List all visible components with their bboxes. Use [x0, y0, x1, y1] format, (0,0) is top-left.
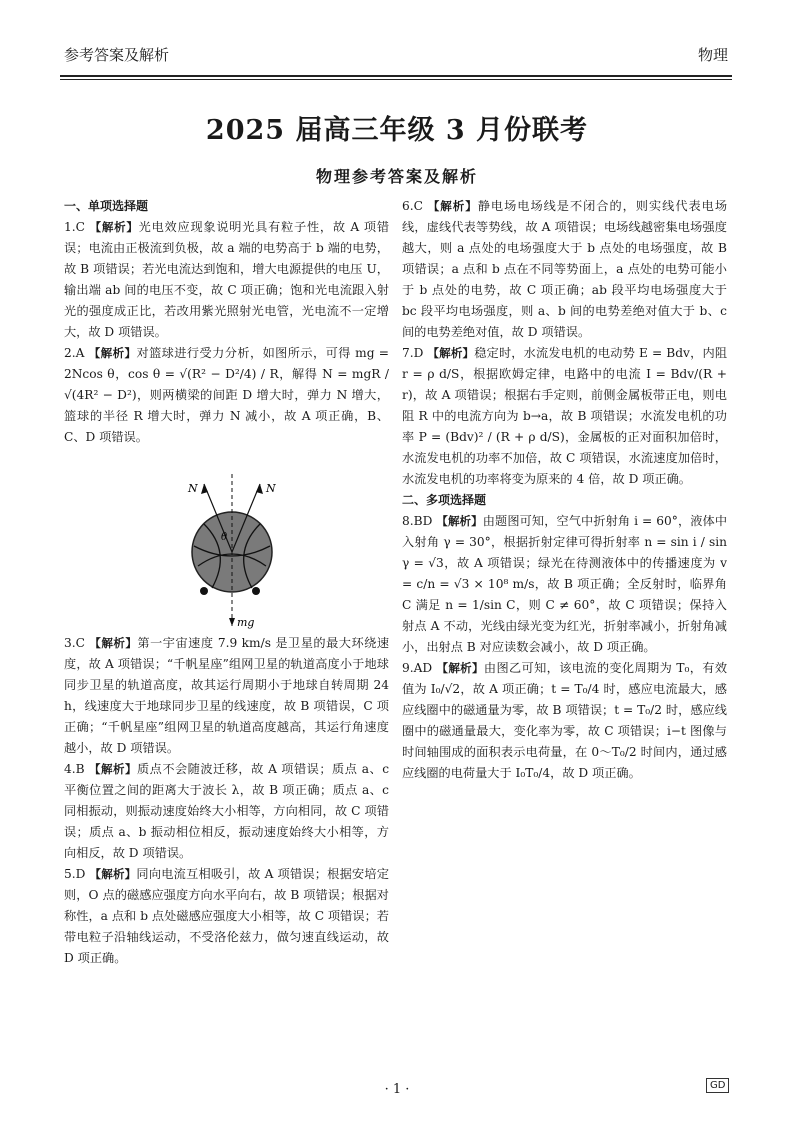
answer-item	[402, 511, 727, 658]
edition-badge: GD	[706, 1078, 729, 1093]
analysis-tag: 【解析】	[427, 199, 478, 213]
answer-number: 2.A	[64, 346, 85, 360]
header-left: 参考答案及解析	[64, 46, 170, 64]
section-single-choice: 一、单项选择题	[64, 199, 149, 213]
header-rule-thin	[60, 79, 732, 80]
header-subject: 物理	[697, 46, 728, 64]
label-n-right: N	[266, 482, 276, 495]
left-column	[64, 196, 389, 969]
answer-item	[64, 759, 389, 864]
header-rule	[60, 75, 732, 77]
answer-number: 3.C	[64, 636, 85, 650]
section-multi-choice: 二、多项选择题	[402, 493, 487, 507]
answer-item	[64, 633, 389, 759]
answer-text: 由图乙可知，该电流的变化周期为 T₀，有效值为 I₀/√2，故 A 项正确；t = T₀/4 时，感应电流最大，感应线圈中的磁通量为零，故 B 项错误；t = T₀/2 时，感应线圈中的磁通量最大，变化率为零，故 C 项错误；i−t 图像与时间轴围成的面积表示电荷量，在 0～T₀/2 时间内，通过感应线圈的电荷量大于 I₀T₀/4，故 D 项正确。	[402, 661, 728, 780]
answer-item	[402, 658, 727, 784]
page-number: · 1 ·	[384, 1082, 410, 1097]
analysis-tag: 【解析】	[89, 220, 139, 234]
analysis-tag: 【解析】	[436, 661, 484, 675]
analysis-tag: 【解析】	[436, 514, 483, 528]
basketball-force-diagram	[64, 454, 389, 629]
answer-number: 6.C	[402, 199, 423, 213]
answer-item	[402, 196, 727, 343]
answer-text: 同向电流互相吸引，故 A 项错误；根据安培定则，O 点的磁感应强度方向水平向右，故 B 项错误；根据对称性，a 点和 b 点处磁感应强度大小相等，故 C 项错误；若带电粒子沿轴线运动，不受洛伦兹力，做匀速直线运动，故 D 项正确。	[64, 867, 390, 965]
answer-number: 9.AD	[402, 661, 433, 675]
answer-number: 4.B	[64, 762, 85, 776]
answer-text: 静电场电场线是不闭合的，则实线代表电场线，虚线代表等势线，故 A 项错误；电场线越密集电场强度越大，则 a 点处的电场强度大于 b 点处的电场强度，故 B 项错误；a 点和 b 点在不同等势面上，a 点处的电势可能小于 b 点处的电势，故 C 项正确；ab 段平均电场强度大于 bc 段平均电场强度，则 a、b 间的电势差绝对值大于 b、c 间的电势差绝对值，故 D 项错误。	[402, 199, 728, 339]
answer-item	[64, 217, 389, 343]
analysis-tag: 【解析】	[427, 346, 475, 360]
answer-text: 由题图可知，空气中折射角 i = 60°，液体中入射角 γ = 30°，根据折射定律可得折射率 n = sin i / sin γ = √3，故 A 项错误；绿光在待测液体中的传播速度为 v = c/n = √3 × 10⁸ m/s，故 B 项正确；全反射时，临界角 C 满足 n = 1/sin C，则 C ≠ 60°，故 C 项错误；保持入射点 A 不动，光线由绿光变为红光，折射率减小，折射角减小，出射点 B 对应读数会减小，故 D 项正确。	[402, 514, 728, 654]
label-theta: θ	[221, 532, 228, 543]
mg-arrow	[229, 618, 235, 626]
answer-item	[64, 864, 389, 969]
answer-text: 稳定时，水流发电机的电动势 E = Bdv，内阻 r = ρ d/S，根据欧姆定律，电路中的电流 I = Bdv/(R + r)，故 A 项错误；根据右手定则，前侧金属板带正电，则电阻 R 中的电流方向为 b→a，故 B 项错误；水流发电机的功率 P = (Bdv)² / (R + ρ d/S)，金属板的正对面积加倍时，水流发电机的功率不加倍，故 C 项错误，水流速度加倍时，水流发电机的功率将变为原来的 4 倍，故 D 项正确。	[402, 346, 728, 486]
page-subtitle: 物理参考答案及解析	[315, 167, 478, 186]
right-column	[402, 196, 727, 784]
page-title: 2025 届高三年级 3 月份联考	[205, 115, 589, 146]
answer-item	[64, 343, 389, 448]
answer-text: 第一宇宙速度 7.9 km/s 是卫星的最大环绕速度，故 A 项错误；“千帆星座”组网卫星的轨道高度小于地球同步卫星的轨道高度，故其运行周期小于地球自转周期 24 h，线速度大于地球同步卫星的线速度，故 B 项错误，C 项正确；“千帆星座”组网卫星的轨道高度越高，其运行角速度越小，故 D 项错误。	[64, 636, 390, 755]
beam-left	[200, 587, 208, 595]
answer-text: 质点不会随波迁移，故 A 项错误；质点 a、c 平衡位置之间的距离大于波长 λ，故 B 项正确；质点 a、c 同相振动，则振动速度始终大小相等，方向相同，故 C 项错误；质点 a、b 振动相位相反，振动速度始终大小相等，方向相反，故 D 项错误。	[64, 762, 390, 860]
answer-number: 5.D	[64, 867, 86, 881]
force-diagram-svg	[64, 454, 389, 629]
answer-number: 8.BD	[402, 514, 433, 528]
analysis-tag: 【解析】	[88, 762, 137, 776]
analysis-tag: 【解析】	[89, 867, 137, 881]
beam-right	[252, 587, 260, 595]
answer-item	[402, 343, 727, 490]
label-mg: mg	[237, 616, 255, 629]
answer-number: 1.C	[64, 220, 85, 234]
analysis-tag: 【解析】	[88, 346, 137, 360]
analysis-tag: 【解析】	[89, 636, 138, 650]
answer-text: 光电效应现象说明光具有粒子性，故 A 项错误；电流由正极流到负极，故 a 端的电势高于 b 端的电势，故 B 项错误；若光电流达到饱和，增大电源提供的电压 U，输出端 ab 间的电压不变，故 C 项正确；饱和光电流跟入射光的强度成正比，若改用紫光照射光电管，光电流不一定增大，故 D 项错误。	[64, 220, 390, 339]
answer-number: 7.D	[402, 346, 424, 360]
label-n-left: N	[188, 482, 198, 495]
answer-text: 对篮球进行受力分析，如图所示，可得 mg = 2Ncos θ，cos θ = √(R² − D²/4) / R，解得 N = mgR / √(4R² − D²)，则两横梁的间距 D 增大时，弹力 N 增大，篮球的半径 R 增大时，弹力 N 减小，故 A 项正确，B、C、D 项错误。	[64, 346, 390, 444]
